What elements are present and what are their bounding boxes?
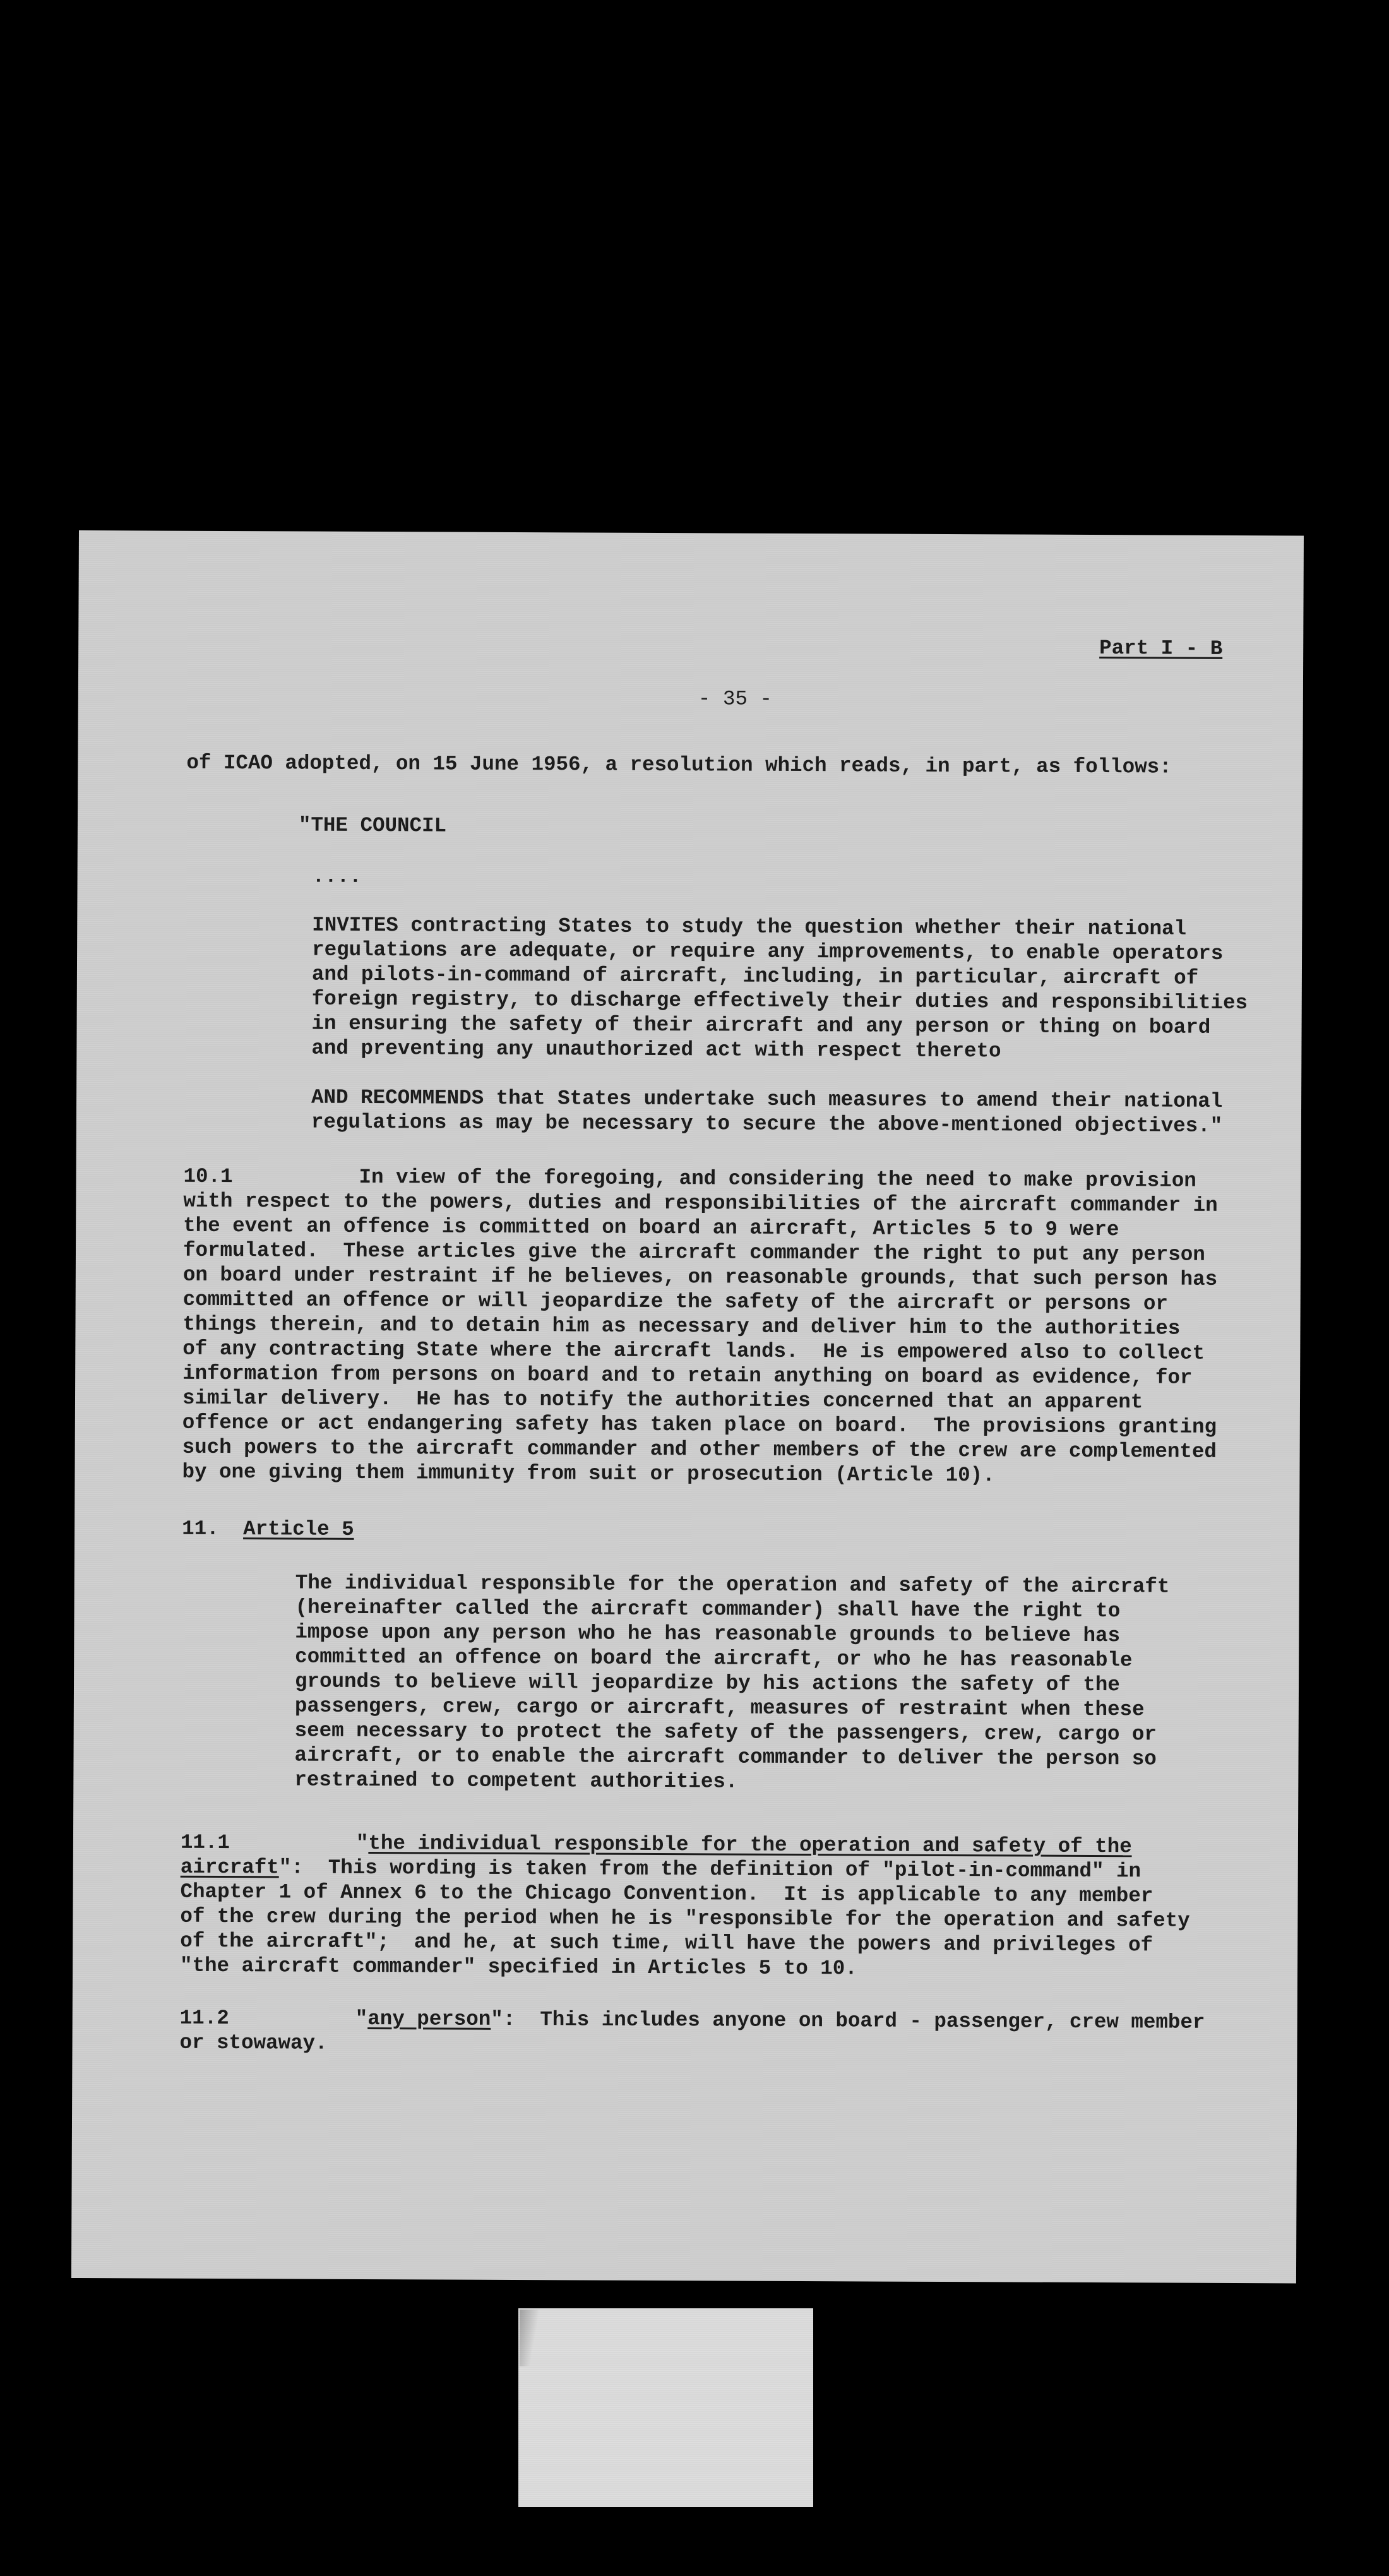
ellipsis: .... — [312, 864, 362, 888]
invites-line: INVITES contracting States to study the question whether their national — [312, 913, 1187, 941]
para-line: of the aircraft"; and he, at such time, will have the powers and privileges of — [180, 1929, 1154, 1957]
para-line: formulated. These articles give the aircraft commander the right to put any person — [182, 1238, 1205, 1267]
quote-mark: " — [355, 2007, 368, 2031]
para-line: or stowaway. — [179, 2030, 328, 2055]
para-line: of the crew during the period when he is "responsible for the operation and safety — [180, 1904, 1190, 1933]
para-line: committed an offence or will jeopardize the safety of the aircraft or persons or — [182, 1287, 1169, 1316]
para-line: by one giving them immunity from suit or prosecution (Article 10). — [182, 1460, 995, 1488]
para-line: similar delivery. He has to notify the authorities concerned that an apparent — [182, 1386, 1143, 1414]
para-line: Chapter 1 of Annex 6 to the Chicago Convention. It is applicable to any member — [180, 1880, 1154, 1908]
invites-line: and preventing any unauthorized act with respect thereto — [311, 1036, 1001, 1063]
article-line: passengers, crew, cargo or aircraft, measures of restraint when these — [294, 1694, 1145, 1722]
para-10-1-first-line: In view of the foregoing, and considering the need to make provision — [359, 1165, 1196, 1193]
para-11-2-first-line — [355, 2007, 1205, 2035]
article-line: aircraft, or to enable the aircraft commander to deliver the person so — [294, 1743, 1157, 1771]
para-line: the event an offence is committed on board an aircraft, Articles 5 to 9 were — [183, 1213, 1119, 1242]
para-line: offence or act endangering safety has taken place on board. The provisions granting — [182, 1410, 1217, 1439]
section-title-article-5: Article 5 — [243, 1517, 354, 1541]
invites-line: foreign registry, to discharge effectively their duties and responsibilities — [311, 987, 1248, 1015]
intro-line: of ICAO adopted, on 15 June 1956, a resolution which reads, in part, as follows: — [186, 751, 1172, 779]
defined-term: any person — [367, 2007, 491, 2031]
document-page — [71, 530, 1304, 2283]
para-line: such powers to the aircraft commander and other members of the crew are complemented — [182, 1435, 1217, 1464]
para-11-1-term-line — [356, 1831, 1132, 1859]
page-number: - 35 - — [698, 687, 772, 711]
para-line: of any contracting State where the aircraft lands. He is empowered also to collect — [182, 1337, 1205, 1365]
blank-card — [518, 2308, 813, 2507]
article-line: (hereinafter called the aircraft commander) shall have the right to — [295, 1595, 1121, 1623]
article-line: seem necessary to protect the safety of the passengers, crew, cargo or — [294, 1719, 1157, 1746]
para-line: with respect to the powers, duties and responsibilities of the aircraft commander in — [183, 1189, 1218, 1217]
recommends-line: regulations as may be necessary to secure the above-mentioned objectives." — [311, 1110, 1223, 1138]
recommends-block — [311, 1085, 1223, 1138]
para-number-10-1: 10.1 — [183, 1164, 233, 1189]
article-line: restrained to competent authorities. — [294, 1768, 738, 1794]
article-line: grounds to believe will jeopardize by his actions the safety of the — [294, 1669, 1120, 1697]
para-11-1-second-line — [181, 1855, 1141, 1884]
defined-term: the individual responsible for the operation and safety of the — [368, 1832, 1132, 1859]
invites-line: regulations are adequate, or require any improvements, to enable operators — [312, 938, 1224, 965]
article-line: committed an offence on board the aircraft, or who he has reasonable — [295, 1645, 1133, 1673]
part-label: Part I - B — [1099, 636, 1223, 660]
para-line: on board under restraint if he believes, on reasonable grounds, that such person has — [182, 1263, 1218, 1291]
para-line: things therein, and to detain him as necessary and deliver him to the authorities — [182, 1312, 1181, 1340]
article-line: impose upon any person who he has reasonable grounds to believe has — [295, 1620, 1121, 1648]
invites-line: in ensuring the safety of their aircraft and any person or thing on board — [311, 1011, 1211, 1039]
council-heading: "THE COUNCIL — [298, 813, 447, 838]
recommends-line: AND RECOMMENDS that States undertake such measures to amend their national — [311, 1085, 1223, 1113]
quote-mark: " — [355, 1831, 369, 1856]
para-11-1-body — [180, 1880, 1190, 1983]
defined-term: aircraft — [180, 1855, 279, 1880]
para-11-2-text: ": This includes anyone on board - passenger, crew member — [491, 2007, 1205, 2034]
card-crease — [520, 2310, 539, 2366]
invites-line: and pilots-in-command of aircraft, including, in particular, aircraft of — [311, 962, 1199, 990]
para-line: information from persons on board and to retain anything on board as evidence, for — [182, 1361, 1193, 1390]
article-line: The individual responsible for the operation and safety of the aircraft — [295, 1571, 1170, 1599]
para-line: "the aircraft commander" specified in Articles 5 to 10. — [180, 1953, 857, 1981]
invites-block — [311, 913, 1248, 1064]
para-10-1-body — [182, 1189, 1217, 1489]
para-number-11-2: 11.2 — [179, 2006, 229, 2030]
article-5-text — [294, 1571, 1169, 1796]
section-number-11: 11. — [182, 1517, 219, 1541]
para-11-1-text: ": This wording is taken from the definition of "pilot-in-command" in — [278, 1856, 1142, 1883]
para-number-11-1: 11.1 — [180, 1830, 230, 1855]
